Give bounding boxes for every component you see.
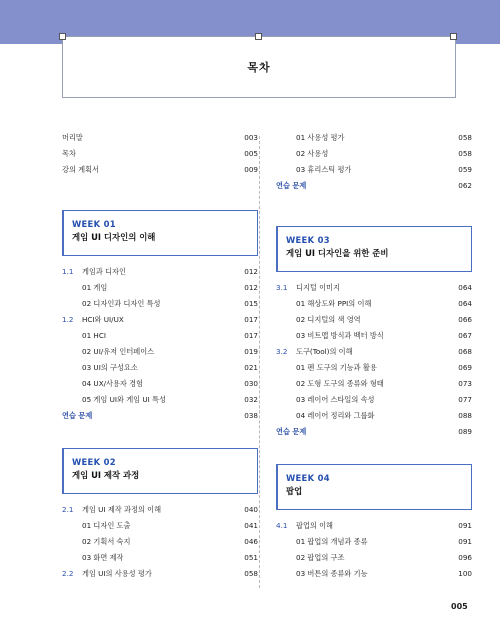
toc-label: 05 게임 UI와 게임 UI 특성: [82, 395, 166, 404]
toc-page: 019: [244, 347, 258, 356]
toc-label: 02 도형 도구의 종류와 형태: [296, 379, 384, 388]
toc-row[interactable]: [62, 518, 258, 534]
toc-row[interactable]: [276, 312, 472, 328]
week-label: WEEK 01: [72, 219, 116, 229]
week-title: 게임 UI 디자인을 위한 준비: [286, 248, 389, 258]
toc-row[interactable]: [276, 162, 472, 178]
toc-page: 012: [244, 267, 258, 276]
toc-row[interactable]: [276, 376, 472, 392]
toc-page: 091: [458, 537, 472, 546]
toc-row[interactable]: [62, 360, 258, 376]
title-box: [62, 36, 456, 98]
exercise-label: 연습 문제: [276, 181, 307, 190]
toc-page: 058: [458, 149, 472, 158]
toc-label: 01 해상도와 PPI의 이해: [296, 299, 372, 308]
toc-page: 012: [244, 283, 258, 292]
toc-page: 064: [458, 299, 472, 308]
toc-row-exercise[interactable]: [62, 408, 258, 424]
toc-page: 005: [244, 149, 258, 158]
toc-label: 01 게임: [82, 283, 108, 292]
toc-page: 021: [244, 363, 258, 372]
toc-row-exercise[interactable]: [276, 178, 472, 194]
toc-row[interactable]: [276, 280, 472, 296]
toc-label: 02 기획서 숙지: [82, 537, 131, 546]
toc-row[interactable]: [62, 344, 258, 360]
toc-row[interactable]: [276, 360, 472, 376]
toc-row[interactable]: [62, 392, 258, 408]
toc-row[interactable]: [62, 566, 258, 582]
toc-row[interactable]: [276, 130, 472, 146]
section-number: 3.2: [276, 347, 288, 356]
toc-label: 03 화면 제작: [82, 553, 124, 562]
section-number: 2.1: [62, 505, 74, 514]
week-label: WEEK 02: [72, 457, 116, 467]
toc-label: 01 HCI: [82, 331, 106, 340]
toc-page: 058: [458, 133, 472, 142]
toc-label: 03 UI의 구성요소: [82, 363, 138, 372]
week-title: 게임 UI 디자인의 이해: [72, 232, 156, 242]
toc-page: 017: [244, 331, 258, 340]
toc-label: 02 팝업의 구조: [296, 553, 345, 562]
toc-label: 03 버튼의 종류와 기능: [296, 569, 368, 578]
toc-page: 089: [458, 427, 472, 436]
toc-page: 068: [458, 347, 472, 356]
toc-row[interactable]: [62, 162, 258, 178]
week-03-header: [276, 226, 472, 272]
week-04-header: [276, 464, 472, 510]
toc-label: 게임 UI의 사용성 평가: [82, 569, 152, 578]
page-number: 005: [451, 602, 468, 611]
toc-row[interactable]: [276, 408, 472, 424]
column-divider: [259, 136, 260, 588]
toc-row[interactable]: [62, 312, 258, 328]
page-title: 목차: [247, 61, 271, 74]
toc-label: 03 레이어 스타일의 속성: [296, 395, 375, 404]
week-01-header: [62, 210, 258, 256]
toc-row[interactable]: [276, 344, 472, 360]
toc-label: 게임 UI 제작 과정의 이해: [82, 505, 162, 514]
toc-row[interactable]: [62, 296, 258, 312]
toc-label: HCI와 UI/UX: [82, 315, 124, 324]
toc-row[interactable]: [62, 550, 258, 566]
toc-label: 02 사용성: [296, 149, 329, 158]
toc-row[interactable]: [62, 264, 258, 280]
toc-label: 게임과 디자인: [82, 267, 126, 276]
toc-row[interactable]: [62, 328, 258, 344]
toc-page: 059: [458, 165, 472, 174]
toc-page: 046: [244, 537, 258, 546]
toc-row[interactable]: [276, 566, 472, 582]
week-label: WEEK 04: [286, 473, 330, 483]
toc-label: 도구(Tool)의 이해: [296, 347, 353, 356]
toc-label: 03 비트맵 방식과 벡터 방식: [296, 331, 384, 340]
toc-page: 067: [458, 331, 472, 340]
toc-page: 003: [244, 133, 258, 142]
toc-row[interactable]: [62, 280, 258, 296]
toc-row[interactable]: [276, 296, 472, 312]
toc-label: 02 디자인과 디자인 특성: [82, 299, 161, 308]
section-number: 3.1: [276, 283, 288, 292]
resize-handle-top-left[interactable]: [59, 33, 66, 40]
toc-page: 009: [244, 165, 258, 174]
toc-label: 팝업의 이해: [296, 521, 334, 530]
toc-page: 096: [458, 553, 472, 562]
toc-row[interactable]: [62, 534, 258, 550]
toc-page: 015: [244, 299, 258, 308]
toc-page: 040: [244, 505, 258, 514]
toc-page: 088: [458, 411, 472, 420]
toc-page: 032: [244, 395, 258, 404]
toc-page: 066: [458, 315, 472, 324]
toc-page: 100: [458, 569, 472, 578]
toc-page: 069: [458, 363, 472, 372]
toc-row[interactable]: [276, 146, 472, 162]
toc-label: 04 UX/사용자 경험: [82, 379, 144, 388]
toc-label: 04 레이어 정리와 그룹화: [296, 411, 375, 420]
toc-label: 01 사용성 평가: [296, 133, 345, 142]
week-02-header: [62, 448, 258, 494]
toc-label: 머리말: [62, 133, 83, 142]
week-title: 게임 UI 제작 과정: [72, 470, 140, 480]
toc-page: 017: [244, 315, 258, 324]
toc-row[interactable]: [276, 518, 472, 534]
toc-label: 01 펜 도구의 기능과 활용: [296, 363, 377, 372]
toc-page: 073: [458, 379, 472, 388]
toc-page: 091: [458, 521, 472, 530]
toc-page: 058: [244, 569, 258, 578]
exercise-label: 연습 문제: [62, 411, 93, 420]
toc-label: 디지털 이미지: [296, 283, 340, 292]
toc-label: 02 UI/유저 인터페이스: [82, 347, 155, 356]
toc-page: 062: [458, 181, 472, 190]
toc-page: 030: [244, 379, 258, 388]
toc-page: 077: [458, 395, 472, 404]
section-number: 4.1: [276, 521, 288, 530]
toc-label: 03 휴리스틱 평가: [296, 165, 352, 174]
resize-handle-top-center[interactable]: [255, 33, 262, 40]
toc-page: 038: [244, 411, 258, 420]
week-title: 팝업: [286, 486, 303, 496]
toc-row[interactable]: [276, 550, 472, 566]
toc-row[interactable]: [62, 502, 258, 518]
toc-page: 051: [244, 553, 258, 562]
toc-label: 강의 계획서: [62, 165, 100, 174]
toc-label: 01 팝업의 개념과 종류: [296, 537, 368, 546]
resize-handle-top-right[interactable]: [450, 33, 457, 40]
toc-label: 01 디자인 도출: [82, 521, 131, 530]
toc-label: 목차: [62, 149, 76, 158]
toc-row[interactable]: [276, 534, 472, 550]
toc-row-exercise[interactable]: [276, 424, 472, 440]
toc-page: 064: [458, 283, 472, 292]
section-number: 1.2: [62, 315, 74, 324]
toc-label: 02 디지털의 색 영역: [296, 315, 361, 324]
toc-row[interactable]: [62, 130, 258, 146]
toc-row[interactable]: [276, 392, 472, 408]
toc-row[interactable]: [276, 328, 472, 344]
toc-row[interactable]: [62, 376, 258, 392]
section-number: 1.1: [62, 267, 74, 276]
toc-left-column: [62, 130, 258, 582]
toc-row[interactable]: [62, 146, 258, 162]
toc-right-column: [276, 130, 472, 582]
section-number: 2.2: [62, 569, 74, 578]
toc-page: 041: [244, 521, 258, 530]
exercise-label: 연습 문제: [276, 427, 307, 436]
week-label: WEEK 03: [286, 235, 330, 245]
